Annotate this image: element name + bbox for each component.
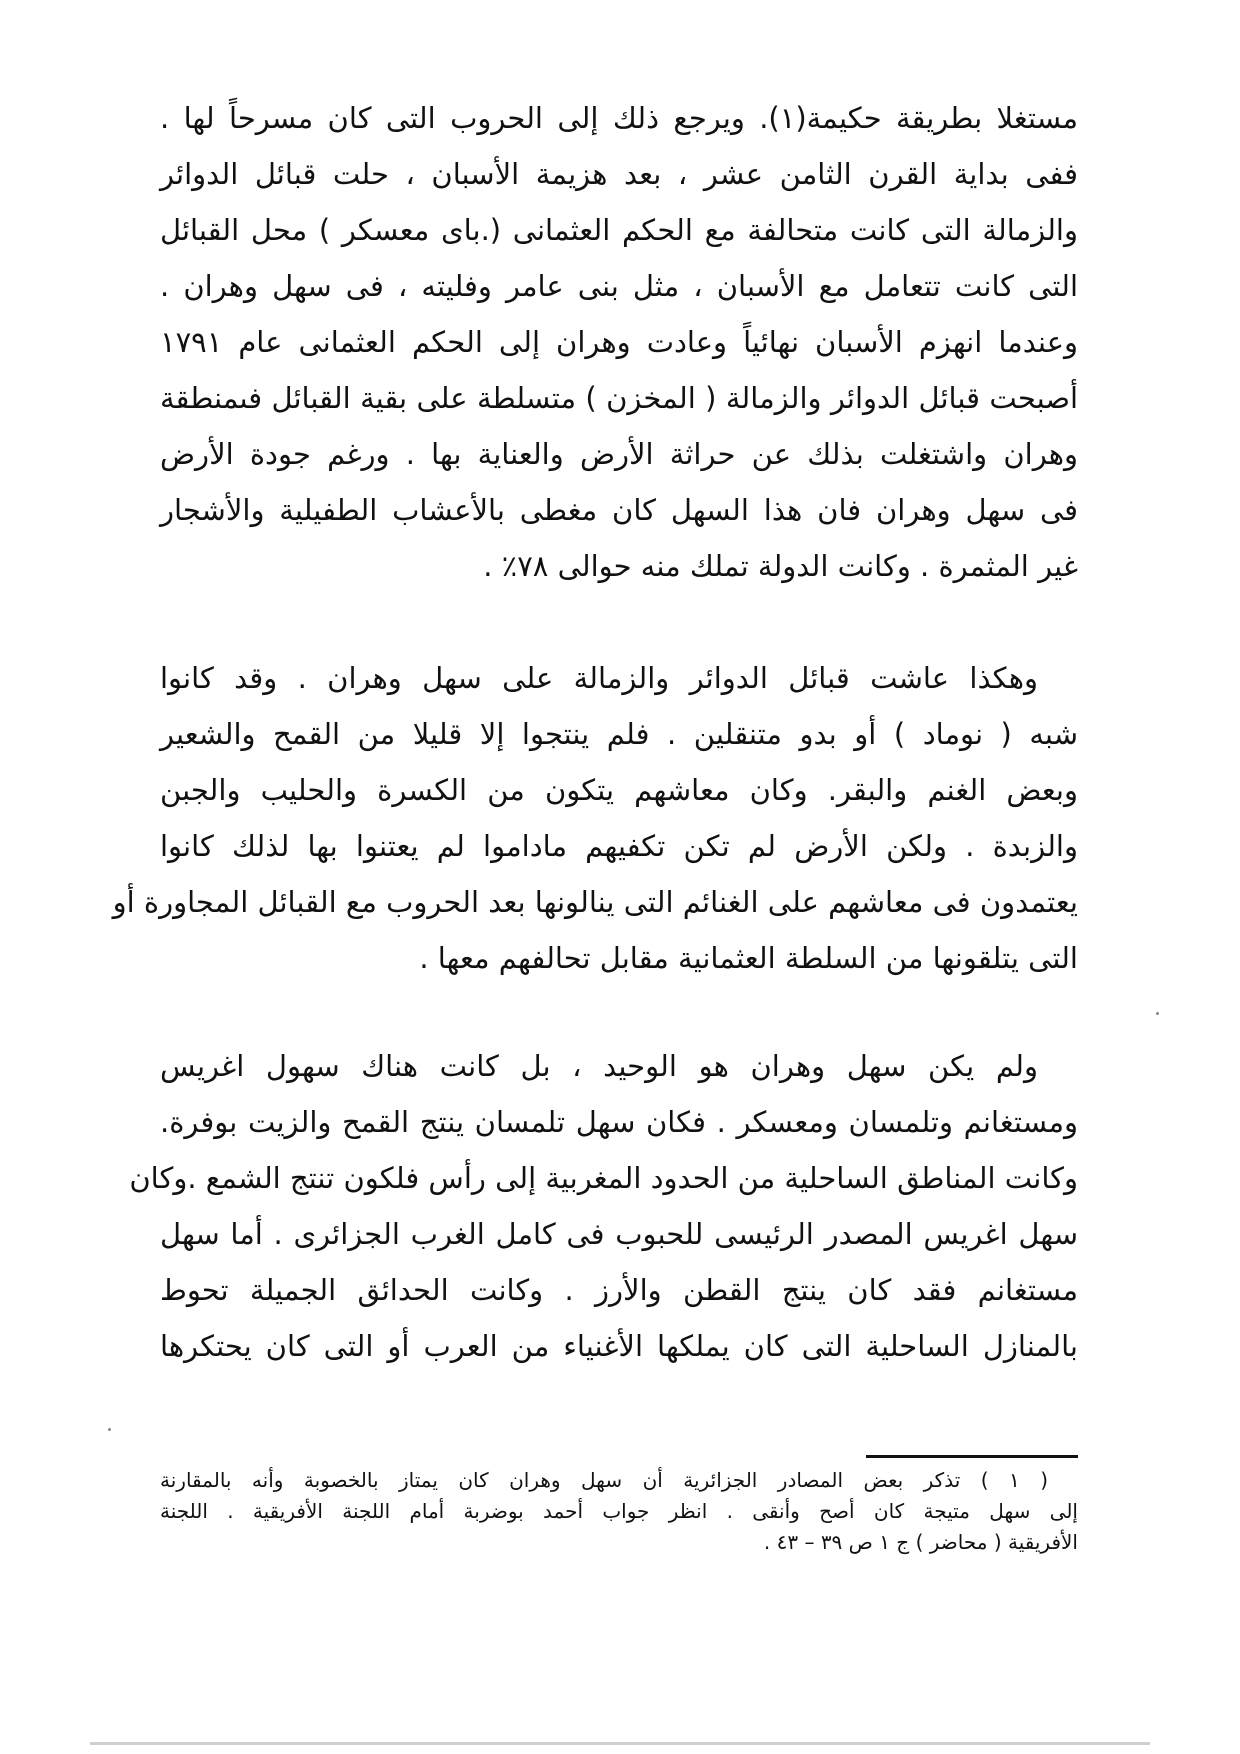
- body-line: ومستغانم وتلمسان ومعسكر . فكان سهل تلمسان ينتج القمح والزيت بوفرة.: [160, 1105, 1078, 1139]
- body-line: ففى بداية القرن الثامن عشر ، بعد هزيمة الأسبان ، حلت قبائل الدوائر: [160, 157, 1078, 191]
- body-line: أصبحت قبائل الدوائر والزمالة ( المخزن ) متسلطة على بقية القبائل فىمنطقة: [160, 381, 1078, 415]
- footnote-line: الأفريقية ( محاضر ) ج ١ ص ٣٩ – ٤٣ .: [763, 1530, 1078, 1554]
- body-line: وهران واشتغلت بذلك عن حراثة الأرض والعناية بها . ورغم جودة الأرض: [160, 437, 1078, 471]
- body-line: التى كانت تتعامل مع الأسبان ، مثل بنى عامر وفليته ، فى سهل وهران .: [160, 269, 1078, 303]
- scan-speck: [1156, 1012, 1159, 1015]
- body-line: التى يتلقونها من السلطة العثمانية مقابل تحالفهم معها .: [419, 941, 1078, 975]
- footnote-separator: [866, 1455, 1078, 1458]
- body-line: مستغلا بطريقة حكيمة(١). ويرجع ذلك إلى الحروب التى كان مسرحاً لها .: [160, 101, 1078, 135]
- paragraph-3: [129, 1038, 1078, 1374]
- body-line: وعندما انهزم الأسبان نهائياً وعادت وهران إلى الحكم العثمانى عام ١٧٩١: [160, 325, 1078, 359]
- body-line: والزمالة التى كانت متحالفة مع الحكم العثمانى (.باى معسكر ) محل القبائل: [160, 213, 1078, 247]
- body-line: بالمنازل الساحلية التى كان يملكها الأغنياء من العرب أو التى كان يحتكرها: [160, 1329, 1078, 1363]
- body-line: يعتمدون فى معاشهم على الغنائم التى ينالونها بعد الحروب مع القبائل المجاورة أو: [112, 885, 1078, 919]
- footnote-line: إلى سهل متيجة كان أصح وأنقى . انظر جواب أحمد بوضربة أمام اللجنة الأفريقية . اللجنة: [160, 1499, 1078, 1523]
- page-bottom-edge: [90, 1742, 1150, 1745]
- footnote-line: ( ١ ) تذكر بعض المصادر الجزائرية أن سهل وهران كان يمتاز بالخصوبة وأنه بالمقارنة: [160, 1468, 1048, 1492]
- body-line: شبه ( نوماد ) أو بدو متنقلين . فلم ينتجوا إلا قليلا من القمح والشعير: [160, 717, 1078, 751]
- scan-speck: [108, 1428, 111, 1431]
- body-line: وهكذا عاشت قبائل الدوائر والزمالة على سهل وهران . وقد كانوا: [160, 661, 1038, 695]
- paragraph-2: [112, 650, 1078, 986]
- body-line: سهل اغريس المصدر الرئيسى للحبوب فى كامل الغرب الجزائرى . أما سهل: [160, 1217, 1078, 1251]
- body-line: غير المثمرة . وكانت الدولة تملك منه حوالى ٧٨٪ .: [483, 549, 1078, 583]
- paragraph-1: [160, 90, 1078, 594]
- body-line: والزبدة . ولكن الأرض لم تكن تكفيهم ماداموا لم يعتنوا بها لذلك كانوا: [160, 829, 1078, 863]
- footnote: [160, 1465, 1078, 1558]
- body-line: مستغانم فقد كان ينتج القطن والأرز . وكانت الحدائق الجميلة تحوط: [160, 1273, 1078, 1307]
- body-line: ولم يكن سهل وهران هو الوحيد ، بل كانت هناك سهول اغريس: [160, 1049, 1038, 1083]
- body-line: فى سهل وهران فان هذا السهل كان مغطى بالأعشاب الطفيلية والأشجار: [160, 493, 1078, 527]
- body-line: وكانت المناطق الساحلية من الحدود المغربية إلى رأس فلكون تنتج الشمع .وكان: [129, 1161, 1078, 1195]
- body-line: وبعض الغنم والبقر. وكان معاشهم يتكون من الكسرة والحليب والجبن: [160, 773, 1078, 807]
